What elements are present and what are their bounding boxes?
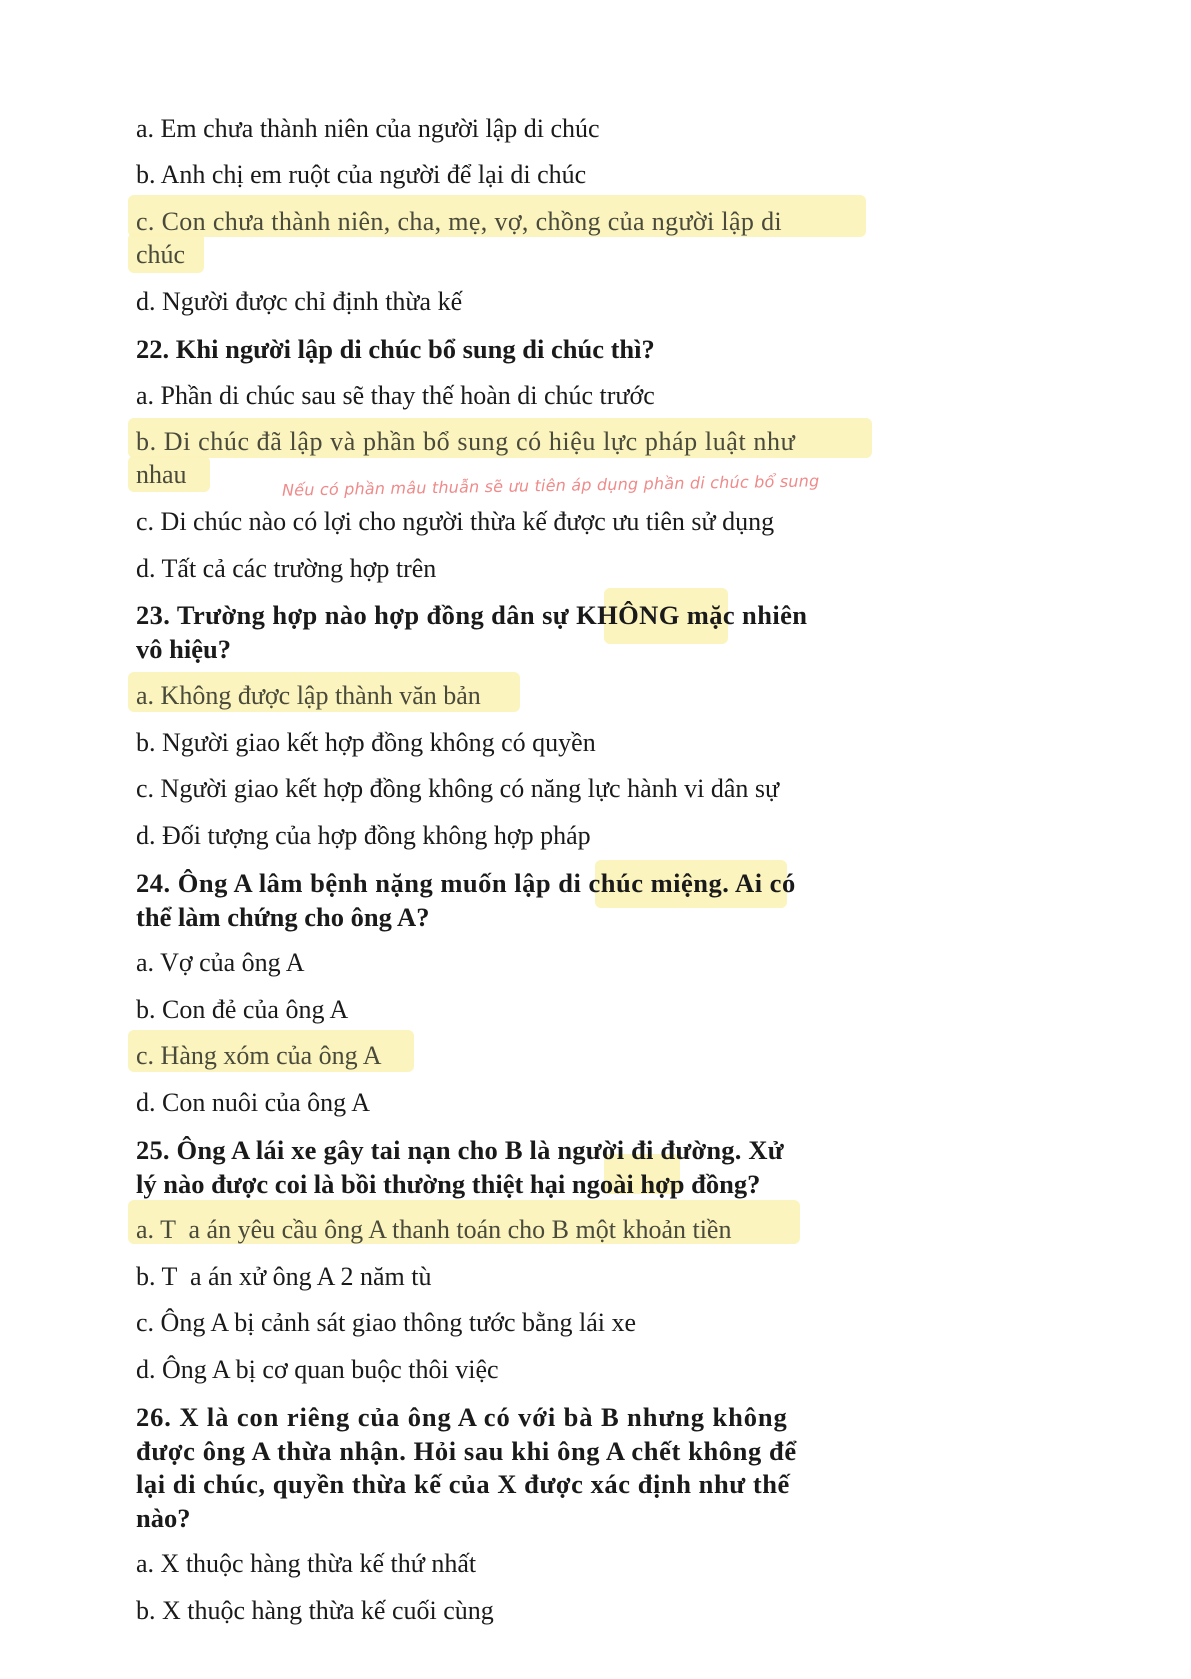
answer-option: b. T a án xử ông A 2 năm tù <box>136 1262 432 1291</box>
answer-option: d. Con nuôi của ông A <box>136 1088 370 1117</box>
answer-option-highlighted: c. Hàng xóm của ông A <box>136 1041 382 1070</box>
answer-option-highlighted: b. Di chúc đã lập và phần bổ sung có hiệu lực pháp luật như <box>136 427 796 456</box>
question-title-continuation: được ông A thừa nhận. Hỏi sau khi ông A chết không để <box>136 1436 797 1466</box>
answer-option: a. X thuộc hàng thừa kế thứ nhất <box>136 1549 477 1578</box>
answer-option: d. Ông A bị cơ quan buộc thôi việc <box>136 1355 499 1384</box>
answer-option-continuation: nhau <box>136 460 187 489</box>
question-title-continuation: lý nào được coi là bồi thường thiệt hại ngoài hợp đồng? <box>136 1169 761 1199</box>
answer-option: a. Em chưa thành niên của người lập di chúc <box>136 114 600 143</box>
question-title-continuation: vô hiệu? <box>136 634 231 664</box>
answer-option-continuation: chúc <box>136 240 186 269</box>
answer-option: b. Người giao kết hợp đồng không có quyền <box>136 728 596 757</box>
handwritten-note: Nếu có phần mâu thuẫn sẽ ưu tiên áp dụng phần di chúc bổ sung <box>281 471 820 500</box>
question-title: 25. Ông A lái xe gây tai nạn cho B là người đi đường. Xử <box>136 1135 784 1165</box>
answer-option: b. Anh chị em ruột của người để lại di chúc <box>136 160 587 189</box>
answer-option-highlighted: a. T a án yêu cầu ông A thanh toán cho B một khoản tiền <box>136 1215 732 1244</box>
answer-option-highlighted: a. Không được lập thành văn bản <box>136 681 481 710</box>
answer-option: a. Vợ của ông A <box>136 948 305 977</box>
question-title: 22. Khi người lập di chúc bổ sung di chúc thì? <box>136 334 655 364</box>
answer-option: b. Con đẻ của ông A <box>136 995 349 1024</box>
question-title-continuation: nào? <box>136 1503 191 1533</box>
answer-option: d. Tất cả các trường hợp trên <box>136 554 437 583</box>
answer-option-highlighted: c. Con chưa thành niên, cha, mẹ, vợ, chồng của người lập di <box>136 207 782 236</box>
answer-option: c. Người giao kết hợp đồng không có năng lực hành vi dân sự <box>136 774 780 803</box>
answer-option: a. Phần di chúc sau sẽ thay thế hoàn di chúc trước <box>136 381 655 410</box>
question-title: 26. X là con riêng của ông A có với bà B nhưng không <box>136 1402 788 1432</box>
question-title: 23. Trường hợp nào hợp đồng dân sự KHÔNG mặc nhiên <box>136 600 808 630</box>
answer-option: d. Người được chỉ định thừa kế <box>136 287 463 316</box>
question-title-continuation: lại di chúc, quyền thừa kế của X được xác định như thế <box>136 1469 790 1499</box>
question-title: 24. Ông A lâm bệnh nặng muốn lập di chúc miệng. Ai có <box>136 868 796 898</box>
answer-option: c. Di chúc nào có lợi cho người thừa kế được ưu tiên sử dụng <box>136 507 775 536</box>
answer-option: c. Ông A bị cảnh sát giao thông tước bằng lái xe <box>136 1308 637 1337</box>
question-title-continuation: thể làm chứng cho ông A? <box>136 902 430 932</box>
answer-option: d. Đối tượng của hợp đồng không hợp pháp <box>136 821 591 850</box>
answer-option: b. X thuộc hàng thừa kế cuối cùng <box>136 1596 494 1625</box>
